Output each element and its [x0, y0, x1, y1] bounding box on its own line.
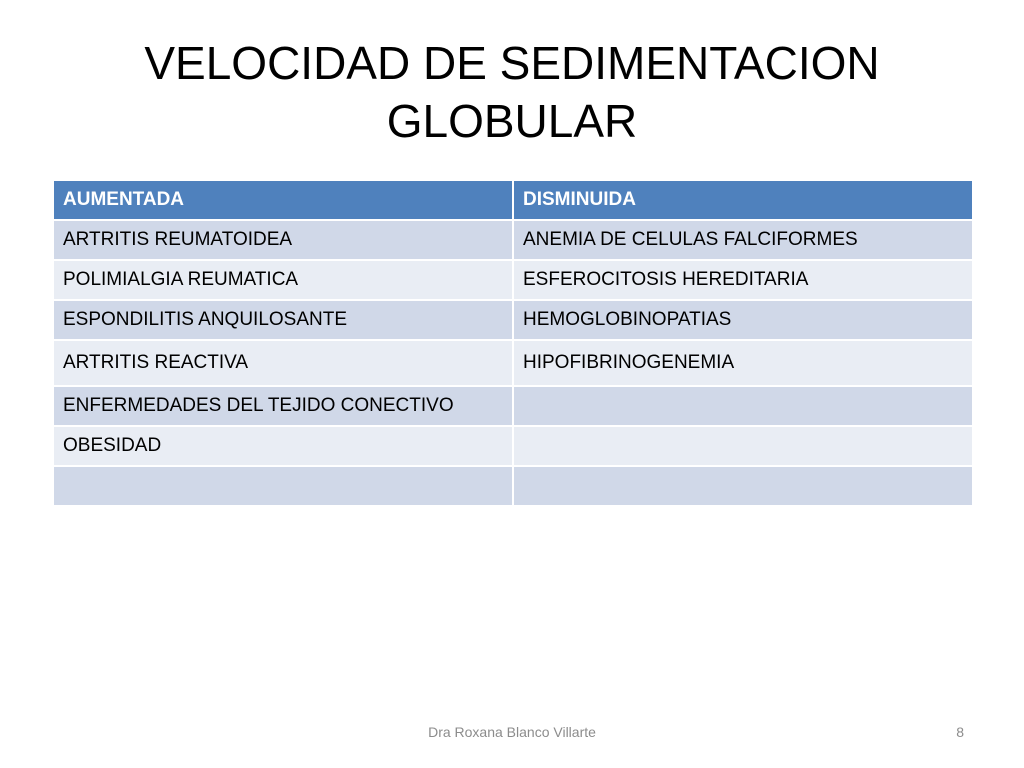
slide-title-line-1: VELOCIDAD DE SEDIMENTACION: [144, 37, 880, 89]
cell-aumentada: ARTRITIS REACTIVA: [53, 340, 513, 386]
cell-disminuida: [513, 426, 973, 466]
cell-aumentada: ENFERMEDADES DEL TEJIDO CONECTIVO: [53, 386, 513, 426]
cell-aumentada: ESPONDILITIS ANQUILOSANTE: [53, 300, 513, 340]
cell-disminuida: [513, 466, 973, 506]
table-row: [53, 340, 973, 386]
cell-aumentada: OBESIDAD: [53, 426, 513, 466]
cell-disminuida: [513, 386, 973, 426]
table-row: [53, 300, 973, 340]
footer-author: Dra Roxana Blanco Villarte: [428, 724, 596, 740]
table-header-row: [53, 180, 973, 220]
esr-table-container: [52, 179, 972, 507]
slide-title-line-2: GLOBULAR: [386, 95, 638, 147]
table-row: [53, 386, 973, 426]
cell-disminuida: ANEMIA DE CELULAS FALCIFORMES: [513, 220, 973, 260]
cell-disminuida: ESFEROCITOSIS HEREDITARIA: [513, 260, 973, 300]
cell-aumentada: ARTRITIS REUMATOIDEA: [53, 220, 513, 260]
table-row: [53, 466, 973, 506]
header-disminuida: DISMINUIDA: [513, 180, 973, 220]
cell-aumentada: [53, 466, 513, 506]
page-number: 8: [956, 724, 964, 740]
table-row: [53, 260, 973, 300]
header-aumentada: AUMENTADA: [53, 180, 513, 220]
cell-aumentada: POLIMIALGIA REUMATICA: [53, 260, 513, 300]
cell-disminuida: HIPOFIBRINOGENEMIA: [513, 340, 973, 386]
table-row: [53, 220, 973, 260]
table-row: [53, 426, 973, 466]
cell-disminuida: HEMOGLOBINOPATIAS: [513, 300, 973, 340]
esr-table: [52, 179, 974, 507]
slide-title: [60, 34, 964, 150]
